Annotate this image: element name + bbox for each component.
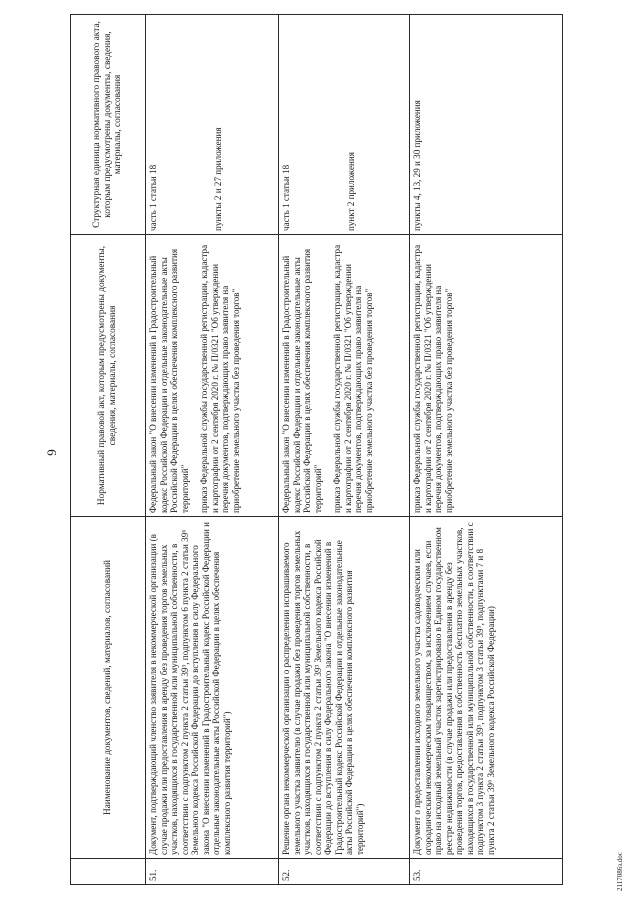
legal-act-item: приказ Федеральной службы государственной регистрации, кадастра и картографии от 2 сентября 2020 г. № П/0321 "Об утверждении перечня документов, подтверждающих право заявителя на приобретение земельного участка без проведения торгов"	[199, 244, 241, 513]
table-row	[410, 15, 563, 885]
legal-act-item: приказ Федеральной службы государственной регистрации, кадастра и картографии от 2 сентября 2020 г. № П/0321 "Об утверждении перечня документов, подтверждающих право заявителя на приобретение земельного участка без проведения торгов"	[412, 244, 454, 513]
row-structural-unit	[279, 15, 410, 235]
legal-act-item: Федеральный закон "О внесении изменений в Градостроительный кодекс Российской Федерации и отдельные законодательные акты Российской Федерации в целях обеспечения комплексного развития территорий"	[148, 249, 190, 513]
table-header-row	[71, 15, 146, 885]
row-number: 51.	[146, 859, 279, 885]
legal-act-item: Федеральный закон "О внесении изменений в Градостроительный кодекс Российской Федерации и отдельные законодательные акты Российской Федерации в целях обеспечения комплексного развития территорий"	[281, 249, 323, 513]
header-name: Наименование документов, сведений, материалов, согласований	[71, 517, 146, 859]
header-act: Нормативный правовой акт, которым предусмотрены документы, сведения, материалы, согласования	[71, 235, 146, 517]
structural-unit-item: пункты 4, 13, 29 и 30 приложения	[412, 100, 422, 231]
structural-unit-item: пункты 2 и 27 приложения	[212, 127, 223, 231]
header-unit: Структурная единица нормативного правового акта, которым предусмотрены документы, сведения, материалы, согласования	[71, 15, 146, 235]
structural-unit-item: часть 1 статьи 18	[148, 164, 158, 231]
structural-unit-item: пункт 2 приложения	[345, 152, 356, 231]
row-structural-unit	[410, 15, 563, 235]
row-document-name: Документ, подтверждающий членство заявителя в некоммерческой организации (в случае продажи или предоставления в аренду без проведения торгов земельных участков, находящихся в государственной или муниципальной собственности, в соответствии с подпунктом 2 пункта 2 статьи 39³, подпунктом 6 пункта 2 статьи 39⁶ Земельного кодекса Российской Федерации до вступления в силу Федерального закона "О внесении изменений в Градостроительный кодекс Российской Федерации и отдельные законодательные акты Российской Федерации в целях обеспечения комплексного развития территорий")	[146, 517, 279, 859]
row-document-name: Документ о предоставлении исходного земельного участка садоводческим или огородническим некоммерческим товариществом, за исключением случаев, если право на исходный земельный участок зарегистрировано в Едином государственном реестре недвижимости (в случае продажи или предоставления в аренду без проведения торгов, предоставления в собственность бесплатно земельных участков, находящихся в государственной или муниципальной собственности, в соответствии с подпунктом 3 пункта 2 статьи 39³, подпунктом 3 статьи 39⁵, подпунктами 7 и 8 пункта 2 статьи 39⁶ Земельного кодекса Российской Федерации)	[410, 517, 563, 859]
row-legal-act	[146, 235, 279, 517]
table-row	[279, 15, 410, 885]
table-row	[146, 15, 279, 885]
row-legal-act	[410, 235, 563, 517]
row-number: 52.	[279, 859, 410, 885]
row-document-name: Решение органа некоммерческой организации о распределении испрашиваемого земельного участка заявителю (в случае продажи без проведения торгов земельных участков, находящихся в государственной или муниципальной собственности, в соответствии с подпунктом 2 пункта 2 статьи 39³ Земельного кодекса Российской Федерации до вступления в силу Федерального закона "О внесении изменений в Градостроительный кодекс Российской Федерации и отдельные законодательные акты Российской Федерации в целях обеспечения комплексного развития территорий")	[279, 517, 410, 859]
document-file-id: 2117086з.doc	[616, 852, 624, 891]
row-legal-act	[279, 235, 410, 517]
structural-unit-item: часть 1 статьи 18	[281, 164, 291, 231]
page-number: 9	[44, 449, 59, 456]
legal-act-item: приказ Федеральной службы государственной регистрации, кадастра и картографии от 2 сентября 2020 г. № П/0321 "Об утверждении перечня документов, подтверждающих право заявителя на приобретение земельного участка без проведения торгов"	[332, 244, 374, 513]
row-number: 53.	[410, 859, 563, 885]
header-num	[71, 859, 146, 885]
row-structural-unit	[146, 15, 279, 235]
documents-table	[70, 14, 563, 885]
